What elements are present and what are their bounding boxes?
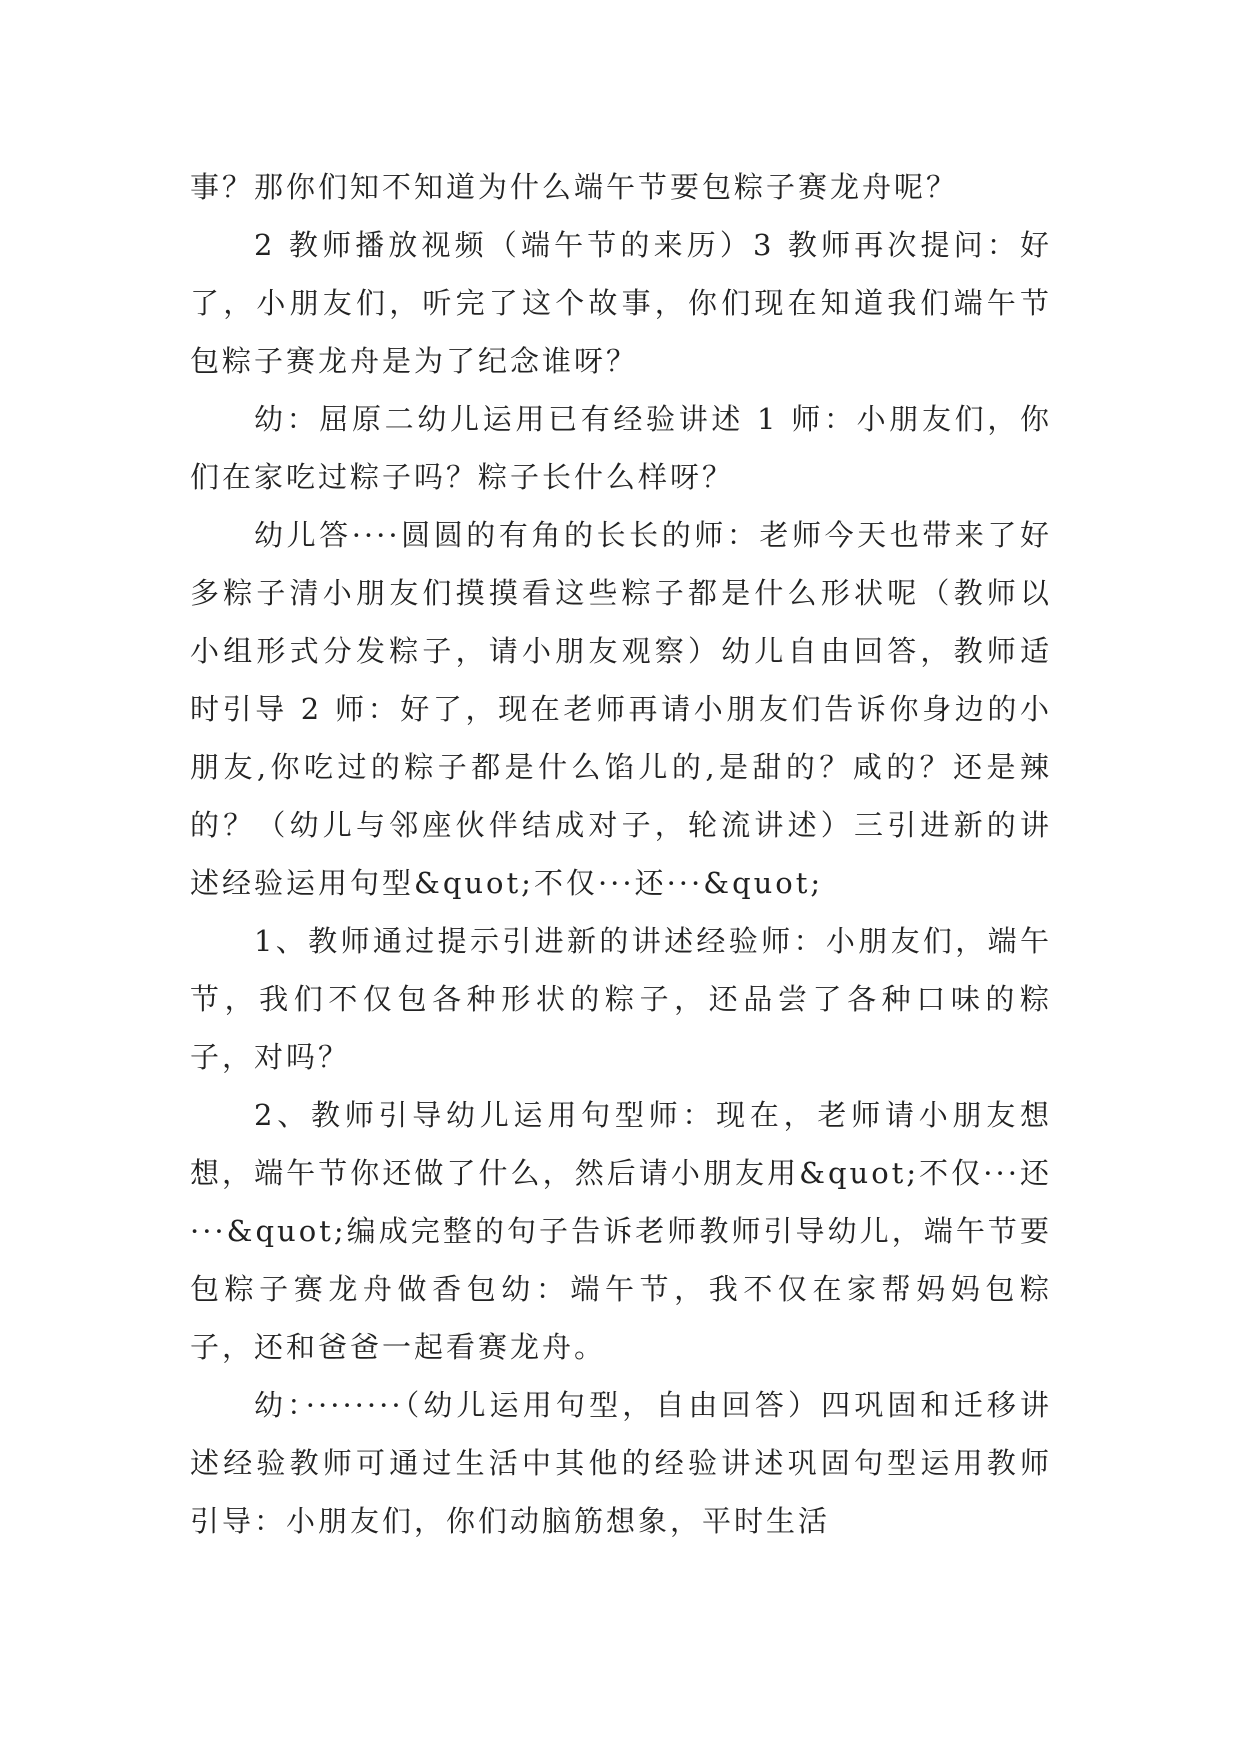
paragraph-6: 2、教师引导幼儿运用句型师：现在，老师请小朋友想想，端午节你还做了什么，然后请小朋友用&quot;不仅···还···&quot;编成完整的句子告诉老师教师引导幼儿，端午节要包粽子赛龙舟做香包幼：端午节，我不仅在家帮妈妈包粽子，还和爸爸一起看赛龙舟。: [190, 1098, 1052, 1364]
document-body: [190, 158, 1052, 1550]
paragraph-4: 幼儿答····圆圆的有角的长长的师：老师今天也带来了好多粽子清小朋友们摸摸看这些粽子都是什么形状呢（教师以小组形式分发粽子，请小朋友观察）幼儿自由回答，教师适时引导 2 师：好了，现在老师再请小朋友们告诉你身边的小朋友,你吃过的粽子都是什么馅儿的,是甜的？咸的？还是辣的？（幼儿与邻座伙伴结成对子，轮流讲述）三引进新的讲述经验运用句型&quot;不仅···还···&quot;: [190, 518, 1052, 900]
paragraph-2: 2 教师播放视频（端午节的来历）3 教师再次提问：好了，小朋友们，听完了这个故事，你们现在知道我们端午节包粽子赛龙舟是为了纪念谁呀？: [190, 228, 1052, 378]
paragraph-3: 幼：屈原二幼儿运用已有经验讲述 1 师：小朋友们，你们在家吃过粽子吗？粽子长什么样呀？: [190, 402, 1052, 494]
paragraph-5: 1、教师通过提示引进新的讲述经验师：小朋友们，端午节，我们不仅包各种形状的粽子，还品尝了各种口味的粽子，对吗？: [190, 924, 1052, 1074]
paragraph-7: 幼：········（幼儿运用句型，自由回答）四巩固和迁移讲述经验教师可通过生活中其他的经验讲述巩固句型运用教师引导：小朋友们，你们动脑筋想象，平时生活: [190, 1388, 1052, 1538]
paragraph-1: 事？那你们知不知道为什么端午节要包粽子赛龙舟呢？: [190, 170, 959, 204]
